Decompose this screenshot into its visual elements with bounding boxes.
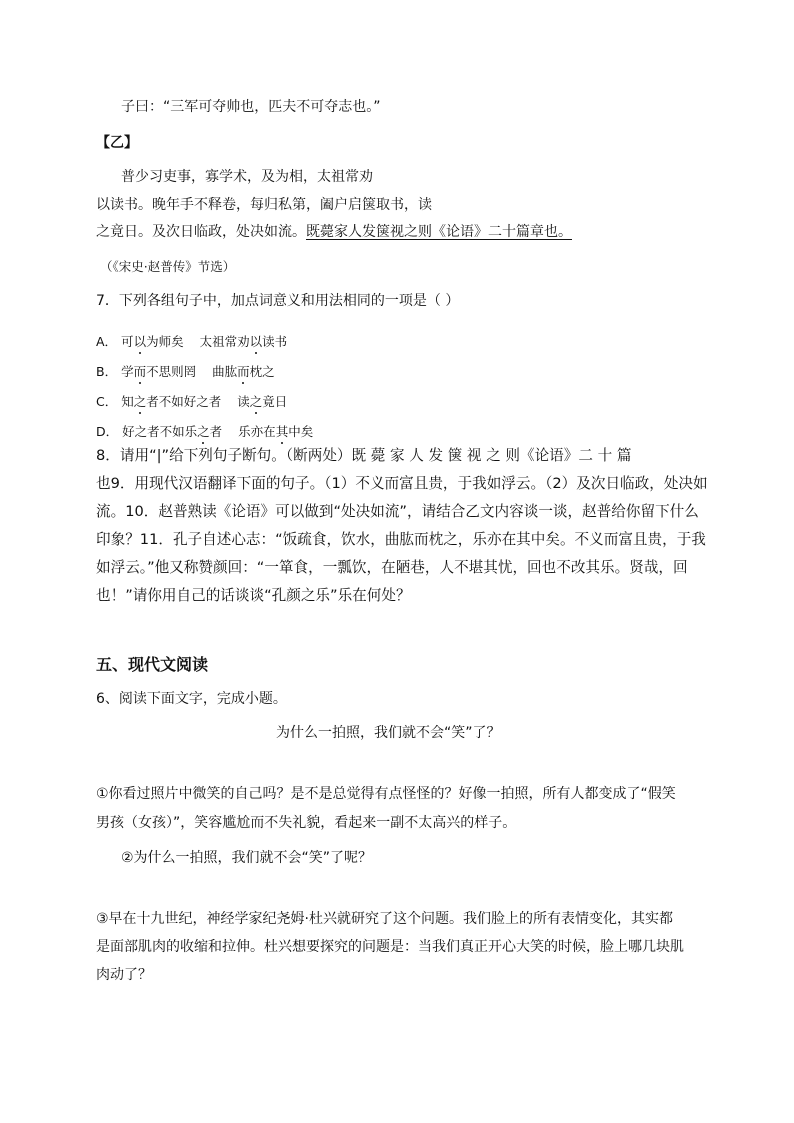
paragraph-2: ②为什么一拍照，我们就不会“笑”了呢？ — [121, 850, 373, 866]
q7-option-a: A． 可以为师矣 太祖常劝以读书 — [96, 334, 288, 349]
emphasis-dot-word: 之 — [133, 394, 147, 409]
section-5-instructions: 6、阅读下面文字，完成小题。 — [96, 691, 287, 707]
questions-line-5: 如浮云。”他又称赞颜回：“一箪食，一瓢饮，在陋巷，人不堪其忧，回也不改其乐。贤哉，回 — [96, 559, 688, 576]
question-7-stem: 7．下列各组句子中，加点词意义和用法相同的一项是（ ） — [96, 293, 460, 309]
q7-option-d: D． 好之者不如乐之者 乐亦在其中矣 — [96, 424, 314, 439]
option-letter: D． — [96, 424, 119, 439]
yi-text-line-1: 普少习吏事，寡学术，及为相，太祖常劝 — [121, 169, 373, 185]
yi-text-underlined-sentence: 既薨家人发箧视之则《论语》二十篇章也。 — [306, 224, 572, 240]
paragraph-1-line-1: ①你看过照片中微笑的自己吗？是不是总觉得有点怪怪的？好像一拍照，所有人都变成了“假笑 — [96, 786, 676, 802]
questions-line-6: 也！”请你用自己的话谈谈“孔颜之乐”乐在何处？ — [96, 587, 411, 604]
option-letter: B． — [96, 364, 118, 379]
paragraph-3-line-3: 肉动了？ — [96, 967, 152, 983]
questions-line-1: 8．请用“|”给下列句子断句。（断两处）既 薨 家 人 发 箧 视 之 则《论语》二 十 篇 — [96, 447, 632, 464]
section-5-heading: 五、现代文阅读 — [96, 655, 209, 674]
emphasis-dot-word: 以 — [249, 334, 263, 349]
option-letter: C． — [96, 394, 118, 409]
yi-text-line-2: 以读书。晚年手不释卷，每归私第，阖户启箧取书，读 — [96, 197, 432, 213]
questions-line-4: 印象？11．孔子自述心志：“饭疏食，饮水，曲肱而枕之，乐亦在其中矣。不义而富且贵，于我 — [96, 531, 706, 548]
yi-text-line-3 — [96, 222, 572, 242]
questions-line-3: 流。10．赵普熟读《论语》可以做到“处决如流”，请结合乙文内容谈一谈，赵普给你留下什么 — [96, 503, 699, 520]
section-yi-heading: 【乙】 — [96, 135, 138, 151]
emphasis-dot-word: 其 — [275, 424, 289, 439]
emphasis-dot-word: 而 — [237, 364, 250, 379]
paragraph-3-line-2: 是面部肌肉的收缩和拉伸。杜兴想要探究的问题是：当我们真正开心大笑的时候，脸上哪几块肌 — [96, 939, 684, 955]
confucius-quote: 子曰：“三军可夺帅也，匹夫不可夺志也。” — [121, 99, 381, 115]
q7-option-b: B． 学而不思则罔 曲肱而枕之 — [96, 364, 275, 379]
questions-line-2: 也9．用现代汉语翻译下面的句子。（1）不义而富且贵，于我如浮云。（2）及次日临政，处决如 — [96, 475, 708, 492]
article-title: 为什么一拍照，我们就不会“笑”了？ — [276, 725, 501, 741]
q7-option-c: C． 知之者不如好之者 读之竟日 — [96, 394, 288, 409]
emphasis-dot-word: 之 — [197, 424, 210, 439]
yi-text-plain: 之竟日。及次日临政，处决如流。 — [96, 224, 306, 240]
paragraph-1-line-2: 男孩（女孩）”，笑容尴尬而不失礼貌，看起来一副不太高兴的样子。 — [96, 815, 517, 831]
emphasis-dot-word: 而 — [133, 364, 147, 379]
emphasis-dot-word: 之 — [249, 394, 263, 409]
emphasis-dot-word: 以 — [133, 334, 147, 349]
option-letter: A． — [96, 334, 118, 349]
yi-source-citation: （《宋史·赵普传》节选） — [100, 259, 236, 274]
paragraph-3-line-1: ③早在十九世纪，神经学家纪尧姆·杜兴就研究了这个问题。我们脸上的所有表情变化，其实都 — [96, 911, 673, 927]
